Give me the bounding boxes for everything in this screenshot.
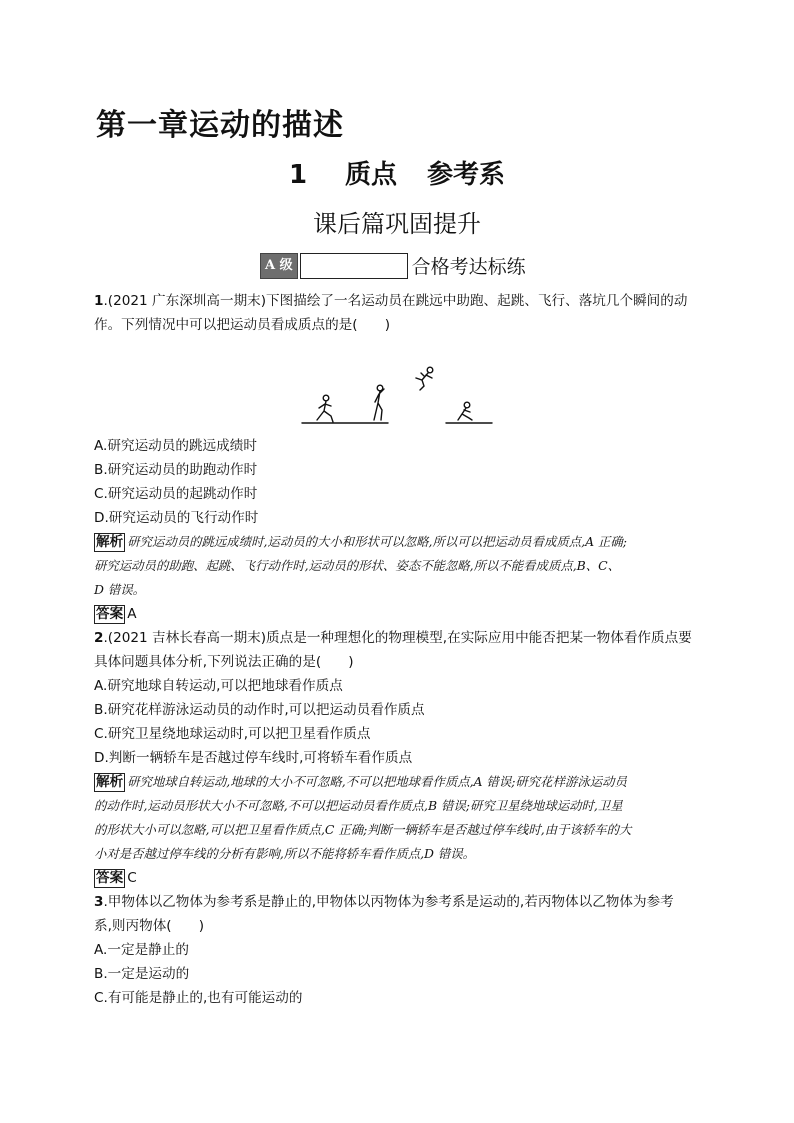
q2-stem-line1: 2.(2021 吉林长春高一期末)质点是一种理想化的物理模型,在实际应用中能否把某一物体看作质点要 [94, 630, 692, 646]
q2-option-a: A.研究地球自转运动,可以把地球看作质点 [94, 678, 343, 694]
section-number: 1 [288, 160, 308, 190]
q2-explanation-line2: 的动作时,运动员形状大小不可忽略,不可以把运动员看作质点,B 错误;研究卫星绕地球运动时,卫星 [94, 798, 623, 813]
q2-stem-line2: 具体问题具体分析,下列说法正确的是( ) [94, 654, 354, 670]
q3-option-b: B.一定是运动的 [94, 966, 190, 982]
section-title [0, 154, 794, 191]
q1-explanation-tag: 解析 [96, 534, 124, 550]
q2-explanation-tag: 解析 [96, 774, 124, 790]
level-header [260, 247, 526, 279]
q1-answer-value: A [127, 606, 137, 622]
q2-number: 2 [94, 630, 104, 646]
q3-option-a: A.一定是静止的 [94, 942, 189, 958]
level-text: 合格考达标练 [411, 256, 526, 278]
q1-option-c: C.研究运动员的起跳动作时 [94, 486, 258, 502]
long-jump-figure [300, 362, 496, 430]
q2-answer-tag: 答案 [96, 870, 124, 886]
subtitle: 课后篇巩固提升 [313, 210, 481, 238]
q2-option-b: B.研究花样游泳运动员的动作时,可以把运动员看作质点 [94, 702, 425, 718]
q2-explanation-line4: 小对是否越过停车线的分析有影响,所以不能将轿车看作质点,D 错误。 [94, 846, 476, 861]
section-title-part1: 质点 [345, 160, 398, 190]
q1-option-b: B.研究运动员的助跑动作时 [94, 462, 258, 478]
q1-explanation-line3: D 错误。 [94, 582, 146, 597]
q3-stem-line2: 系,则丙物体( ) [94, 918, 205, 934]
q1-explanation-line2: 研究运动员的助跑、起跳、飞行动作时,运动员的形状、姿态不能忽略,所以不能看成质点,B、C、 [94, 558, 621, 573]
q1-option-d: D.研究运动员的飞行动作时 [94, 510, 259, 526]
q1-option-a: A.研究运动员的跳远成绩时 [94, 438, 257, 454]
level-badge: A 级 [260, 253, 298, 279]
q1-answer-tag: 答案 [96, 606, 124, 622]
q3-number: 3 [94, 894, 104, 910]
q2-explanation-line1: 解析 研究地球自转运动,地球的大小不可忽略,不可以把地球看作质点,A 错误;研究花样游泳运动员 [96, 774, 627, 790]
q2-answer-value: C [127, 870, 137, 886]
q2-answer [94, 866, 137, 890]
q1-stem-line2: 作。下列情况中可以把运动员看成质点的是( ) [94, 317, 391, 333]
q1-stem-line1: 1.(2021 广东深圳高一期末)下图描绘了一名运动员在跳远中助跑、起跳、飞行、落坑几个瞬间的动 [94, 293, 688, 309]
q2-option-c: C.研究卫星绕地球运动时,可以把卫星看作质点 [94, 726, 371, 742]
q3-stem-line1: 3.甲物体以乙物体为参考系是静止的,甲物体以丙物体为参考系是运动的,若丙物体以乙物体为参考 [94, 894, 674, 910]
q1-answer [94, 602, 137, 626]
level-box [300, 253, 408, 279]
q1-number: 1 [94, 293, 104, 309]
q1-explanation-line1: 解析 研究运动员的跳远成绩时,运动员的大小和形状可以忽略,所以可以把运动员看成质点,A 正确; [96, 534, 627, 550]
section-title-part2: 参考系 [427, 160, 506, 190]
q2-option-d: D.判断一辆轿车是否越过停车线时,可将轿车看作质点 [94, 750, 413, 766]
q2-explanation-line3: 的形状大小可以忽略,可以把卫星看作质点,C 正确;判断一辆轿车是否越过停车线时,由于该轿车的大 [94, 822, 632, 837]
chapter-title: 第一章运动的描述 [96, 108, 344, 143]
q3-option-c: C.有可能是静止的,也有可能运动的 [94, 990, 303, 1006]
